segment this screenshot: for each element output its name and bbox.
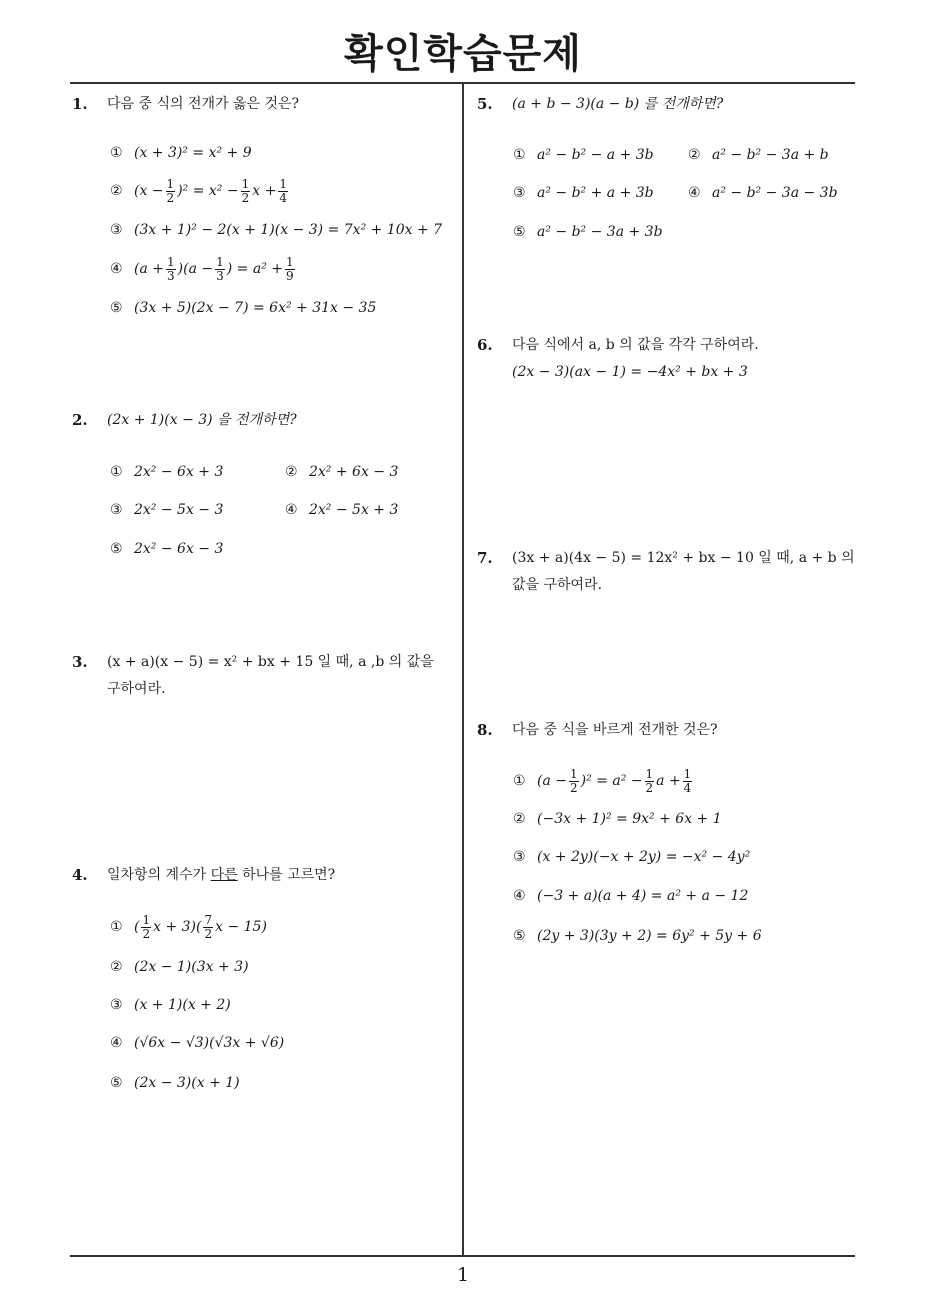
option-text: (−3 + a)(a + 4) = a² + a − 12 (537, 888, 749, 904)
option-text: (3x + 5)(2x − 7) = 6x² + 31x − 35 (134, 300, 377, 316)
q2-option-2[interactable] (285, 460, 398, 484)
underlined-word: 다른 (210, 867, 238, 883)
option-marker: ③ (513, 849, 526, 865)
numerator: 1 (570, 766, 578, 781)
question-number: 3. (72, 653, 88, 671)
question-2 (72, 407, 457, 437)
question-number: 7. (477, 549, 493, 567)
option-text: (2y + 3)(3y + 2) = 6y² + 5y + 6 (537, 928, 762, 944)
fraction (141, 914, 151, 941)
option-marker: ④ (688, 185, 701, 201)
q2-option-5[interactable] (110, 537, 223, 561)
question-number: 6. (477, 336, 493, 354)
option-marker: ② (688, 147, 701, 163)
numerator: 1 (645, 766, 654, 781)
option-marker: ① (110, 145, 123, 161)
stem-part: 일차항의 계수가 (107, 867, 211, 883)
denominator: 2 (645, 780, 654, 795)
option-text: x + (252, 183, 277, 199)
fraction (203, 914, 213, 941)
q5-option-1[interactable] (513, 143, 654, 167)
option-text: (a + (134, 261, 164, 277)
q5-option-5[interactable] (513, 220, 663, 244)
q4-option-5[interactable] (110, 1071, 240, 1095)
question-stem: 다음 중 식을 바르게 전개한 것은? (512, 722, 718, 738)
numerator: 1 (279, 176, 287, 191)
q2-option-3[interactable] (110, 498, 223, 522)
option-text: a² − b² − 3a + b (712, 147, 829, 163)
question-stem: (x + a)(x − 5) = x² + bx + 15 일 때, a ,b 의 값을 (107, 654, 434, 670)
fraction (166, 178, 176, 205)
question-stem-cont: 값을 구하여라. (512, 577, 603, 593)
option-text: (2x − 3)(x + 1) (134, 1075, 240, 1091)
option-marker: ⑤ (110, 541, 123, 557)
fraction (645, 768, 655, 795)
question-8 (477, 717, 862, 747)
option-marker: ① (513, 147, 526, 163)
option-marker: ④ (285, 502, 298, 518)
q8-option-3[interactable] (513, 845, 750, 869)
page-title: 확인학습문제 (344, 31, 582, 77)
option-marker: ① (110, 919, 123, 935)
option-marker: ③ (110, 502, 123, 518)
option-text: 2x² − 5x − 3 (134, 502, 224, 518)
option-marker: ② (110, 959, 123, 975)
question-3 (72, 649, 457, 705)
question-stem-cont: 구하여라. (107, 681, 166, 697)
question-6 (477, 332, 862, 388)
q4-option-2[interactable] (110, 955, 249, 979)
denominator: 2 (570, 780, 578, 795)
question-stem (107, 862, 335, 889)
option-text: a² − b² − 3a + 3b (537, 224, 663, 240)
option-text: )(a − (177, 261, 214, 277)
denominator: 2 (204, 926, 213, 941)
question-7 (477, 545, 862, 601)
option-text: (x − (134, 183, 164, 199)
option-text: (x + 2y)(−x + 2y) = −x² − 4y² (537, 849, 751, 865)
option-marker: ① (513, 773, 526, 789)
denominator: 2 (166, 190, 175, 205)
q2-option-1[interactable] (110, 460, 223, 484)
question-stem: (2x + 1)(x − 3) 을 전개하면? (107, 412, 297, 428)
option-text: 2x² + 6x − 3 (309, 464, 399, 480)
denominator: 3 (167, 268, 175, 283)
option-text: (x + 3)² = x² + 9 (134, 145, 252, 161)
q1-option-5[interactable] (110, 296, 376, 320)
option-text: (x + 1)(x + 2) (134, 997, 231, 1013)
option-text: (−3x + 1)² = 9x² + 6x + 1 (537, 811, 722, 827)
q1-option-2[interactable] (110, 174, 290, 208)
numerator: 1 (241, 176, 250, 191)
bottom-rule (70, 1255, 855, 1257)
option-marker: ⑤ (513, 928, 526, 944)
option-marker: ① (110, 464, 123, 480)
question-stem: 다음 식에서 a, b 의 값을 각각 구하여라. (512, 337, 759, 353)
question-5 (477, 91, 862, 121)
numerator: 1 (166, 176, 175, 191)
question-stem: (a + b − 3)(a − b) 를 전개하면? (512, 96, 724, 112)
fraction (683, 768, 693, 795)
fraction (569, 768, 579, 795)
q4-option-1[interactable] (110, 910, 267, 944)
q4-option-3[interactable] (110, 993, 231, 1017)
option-text: a + (656, 773, 681, 789)
q8-option-4[interactable] (513, 884, 748, 908)
denominator: 9 (285, 268, 294, 283)
fraction (215, 256, 225, 283)
option-marker: ③ (513, 185, 526, 201)
q5-option-4[interactable] (688, 181, 838, 205)
option-text: 2x² − 6x + 3 (134, 464, 224, 480)
q1-option-1[interactable] (110, 141, 252, 165)
option-text: 2x² − 6x − 3 (134, 541, 224, 557)
numerator: 1 (142, 912, 151, 927)
option-marker: ③ (110, 997, 123, 1013)
numerator: 1 (167, 254, 175, 269)
q1-option-3[interactable] (110, 218, 442, 242)
question-number: 4. (72, 866, 88, 884)
question-stem: (3x + a)(4x − 5) = 12x² + bx − 10 일 때, a + b 의 (512, 550, 855, 566)
option-marker: ④ (110, 1035, 123, 1051)
fraction (278, 178, 288, 205)
option-marker: ② (110, 183, 123, 199)
option-marker: ② (513, 811, 526, 827)
numerator: 1 (216, 254, 224, 269)
q1-option-4[interactable] (110, 252, 297, 286)
question-number: 2. (72, 411, 88, 429)
numerator: 1 (683, 766, 692, 781)
option-text: a² − b² − a + 3b (537, 147, 654, 163)
option-text: a² − b² − 3a − 3b (712, 185, 838, 201)
q4-option-4[interactable] (110, 1031, 284, 1055)
fraction (166, 256, 176, 283)
fraction (241, 178, 251, 205)
option-text: x + 3)( (153, 919, 202, 935)
denominator: 4 (683, 780, 692, 795)
question-number: 8. (477, 721, 493, 739)
fraction (285, 256, 295, 283)
option-text: a² − b² + a + 3b (537, 185, 654, 201)
q2-option-4[interactable] (285, 498, 398, 522)
option-text: (a − (537, 773, 567, 789)
option-marker: ④ (110, 261, 123, 277)
question-4 (72, 862, 457, 892)
stem-part: 하나를 고르면? (237, 867, 336, 883)
q8-option-2[interactable] (513, 807, 722, 831)
option-text: ) = a² + (226, 261, 283, 277)
option-marker: ⑤ (110, 1075, 123, 1091)
numerator: 1 (285, 254, 294, 269)
option-marker: ⑤ (110, 300, 123, 316)
option-text: x − 15) (215, 919, 267, 935)
denominator: 2 (241, 190, 250, 205)
option-text: )² = x² − (177, 183, 239, 199)
question-number: 5. (477, 95, 493, 113)
q8-option-1[interactable] (513, 764, 694, 798)
denominator: 3 (216, 268, 224, 283)
q8-option-5[interactable] (513, 924, 762, 948)
option-marker: ④ (513, 888, 526, 904)
option-marker: ⑤ (513, 224, 526, 240)
q5-option-2[interactable] (688, 143, 829, 167)
question-number: 1. (72, 95, 88, 113)
column-divider (462, 82, 464, 1256)
question-stem: 다음 중 식의 전개가 옳은 것은? (107, 96, 300, 112)
option-marker: ② (285, 464, 298, 480)
question-1 (72, 91, 457, 121)
numerator: 7 (204, 912, 213, 927)
denominator: 2 (142, 926, 151, 941)
option-text: (√6x − √3)(√3x + √6) (134, 1035, 285, 1051)
option-text: (2x − 1)(3x + 3) (134, 959, 249, 975)
question-equation: (2x − 3)(ax − 1) = −4x² + bx + 3 (512, 364, 748, 380)
option-text: 2x² − 5x + 3 (309, 502, 399, 518)
q5-option-3[interactable] (513, 181, 654, 205)
option-text: ( (134, 919, 140, 935)
option-text: (3x + 1)² − 2(x + 1)(x − 3) = 7x² + 10x + 7 (134, 222, 443, 238)
denominator: 4 (279, 190, 287, 205)
option-text: )² = a² − (580, 773, 643, 789)
option-marker: ③ (110, 222, 123, 238)
page-number: 1 (456, 1264, 470, 1286)
